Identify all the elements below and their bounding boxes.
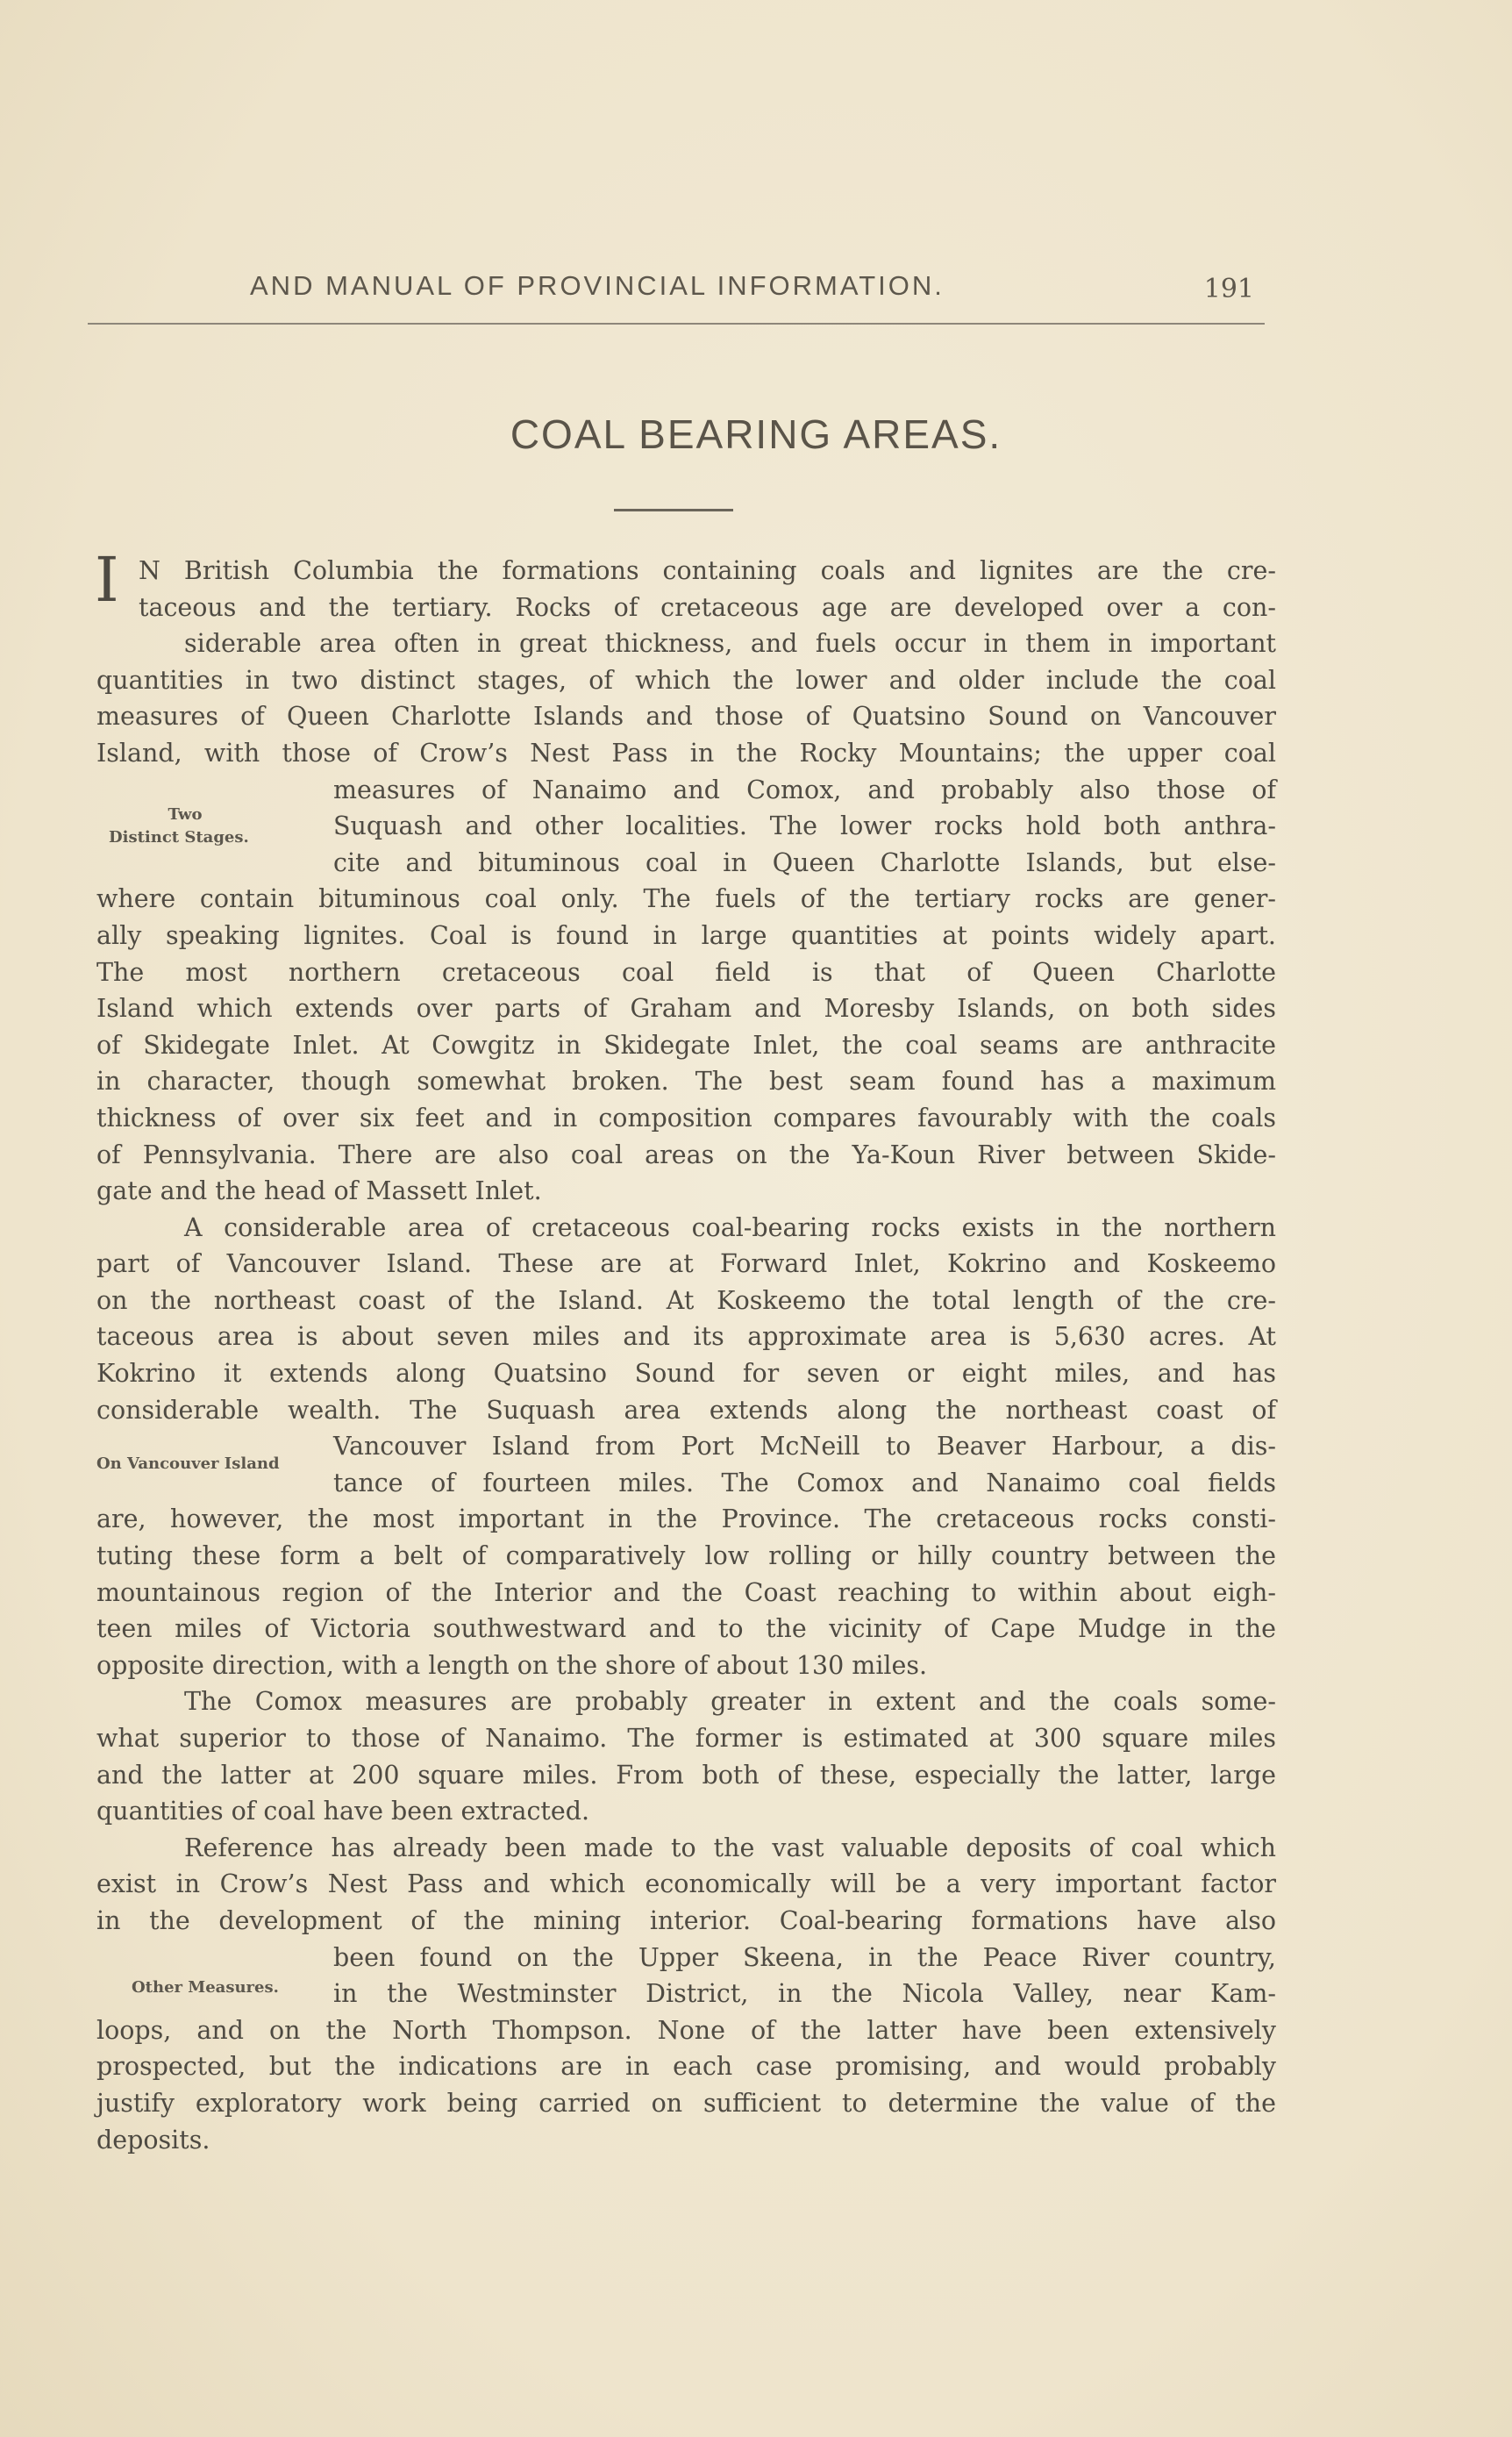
- text-line: justify exploratory work being carried on sufficient to determine the value of the: [96, 2088, 1276, 2118]
- running-head: AND MANUAL OF PROVINCIAL INFORMATION.: [250, 270, 945, 301]
- text-line: taceous and the tertiary. Rocks of cretaceous age are developed over a con-: [139, 592, 1276, 622]
- text-line: considerable wealth. The Suquash area extends along the northeast coast of: [96, 1395, 1276, 1425]
- text-line: ally speaking lignites. Coal is found in large quantities at points widely apart.: [96, 920, 1276, 950]
- text-line: exist in Crow’s Nest Pass and which economically will be a very important factor: [96, 1869, 1276, 1899]
- text-line: what superior to those of Nanaimo. The former is estimated at 300 square miles: [96, 1724, 1276, 1753]
- drop-cap: I: [95, 544, 119, 616]
- text-line: N British Columbia the formations containing coals and lignites are the cre-: [139, 556, 1276, 585]
- text-line: been found on the Upper Skeena, in the Peace River country,: [333, 1942, 1276, 1972]
- text-line: are, however, the most important in the Province. The cretaceous rocks consti-: [96, 1504, 1276, 1534]
- header-rule: [88, 323, 1265, 325]
- page-number: 191: [1203, 274, 1254, 304]
- text-line: Vancouver Island from Port McNeill to Beaver Harbour, a dis-: [333, 1432, 1276, 1461]
- text-line: Suquash and other localities. The lower rocks hold both anthra-: [333, 811, 1276, 841]
- text-line: quantities in two distinct stages, of which the lower and older include the coal: [96, 665, 1276, 695]
- text-line: Island which extends over parts of Graham and Moresby Islands, on both sides: [96, 994, 1276, 1024]
- text-line: The Comox measures are probably greater in extent and the coals some-: [184, 1687, 1276, 1717]
- text-line: The most northern cretaceous coal field is that of Queen Charlotte: [96, 957, 1276, 987]
- text-line: cite and bituminous coal in Queen Charlotte Islands, but else-: [333, 847, 1276, 877]
- text-line: measures of Nanaimo and Comox, and probably also those of: [333, 775, 1276, 804]
- text-line: part of Vancouver Island. These are at Forward Inlet, Kokrino and Koskeemo: [96, 1249, 1276, 1279]
- text-line: of Pennsylvania. There are also coal areas on the Ya-Koun River between Skide-: [96, 1140, 1276, 1169]
- text-line: prospected, but the indications are in each case promising, and would probably: [96, 2052, 1276, 2082]
- sidenote-vancouver-island: On Vancouver Island: [96, 1454, 280, 1473]
- sidenote-two: Two: [168, 805, 203, 824]
- text-line: Island, with those of Crow’s Nest Pass in the Rocky Mountains; the upper coal: [96, 738, 1276, 768]
- text-line: in the development of the mining interior. Coal-bearing formations have also: [96, 1905, 1276, 1935]
- text-line: taceous area is about seven miles and its approximate area is 5,630 acres. At: [96, 1322, 1276, 1352]
- page-header: [88, 268, 1265, 312]
- text-line: tuting these form a belt of comparatively low rolling or hilly country between the: [96, 1541, 1276, 1571]
- text-line: quantities of coal have been extracted.: [96, 1797, 590, 1826]
- text-line: tance of fourteen miles. The Comox and Nanaimo coal fields: [333, 1468, 1276, 1497]
- text-line: Reference has already been made to the vast valuable deposits of coal which: [184, 1833, 1276, 1862]
- text-line: loops, and on the North Thompson. None of the latter have been extensively: [96, 2015, 1276, 2045]
- text-line: Kokrino it extends along Quatsino Sound for seven or eight miles, and has: [96, 1359, 1276, 1389]
- text-line: opposite direction, with a length on the shore of about 130 miles.: [96, 1650, 928, 1680]
- text-line: mountainous region of the Interior and the Coast reaching to within about eigh-: [96, 1577, 1276, 1607]
- text-line: siderable area often in great thickness, and fuels occur in them in important: [184, 629, 1276, 659]
- body-text: [96, 553, 1276, 2158]
- text-line: A considerable area of cretaceous coal-bearing rocks exists in the northern: [184, 1212, 1276, 1242]
- text-line: on the northeast coast of the Island. At Koskeemo the total length of the cre-: [96, 1285, 1276, 1315]
- sidenote-other-measures: Other Measures.: [132, 1978, 279, 1997]
- text-line: thickness of over six feet and in composition compares favourably with the coals: [96, 1103, 1276, 1133]
- text-line: in character, though somewhat broken. The best seam found has a maximum: [96, 1067, 1276, 1097]
- text-line: where contain bituminous coal only. The fuels of the tertiary rocks are gener-: [96, 884, 1276, 914]
- text-line: of Skidegate Inlet. At Cowgitz in Skidegate Inlet, the coal seams are anthracite: [96, 1030, 1276, 1060]
- text-line: gate and the head of Massett Inlet.: [96, 1176, 542, 1206]
- text-line: in the Westminster District, in the Nicola Valley, near Kam-: [333, 1979, 1276, 2009]
- sidenote-distinct-stages: Distinct Stages.: [109, 828, 249, 847]
- page-title: COAL BEARING AREAS.: [510, 411, 1002, 457]
- text-line: and the latter at 200 square miles. From both of these, especially the latter, large: [96, 1760, 1276, 1790]
- text-line: teen miles of Victoria southwestward and to the vicinity of Cape Mudge in the: [96, 1614, 1276, 1644]
- text-line: deposits.: [96, 2125, 210, 2155]
- title-rule: [614, 509, 733, 511]
- text-line: measures of Queen Charlotte Islands and those of Quatsino Sound on Vancouver: [96, 702, 1276, 732]
